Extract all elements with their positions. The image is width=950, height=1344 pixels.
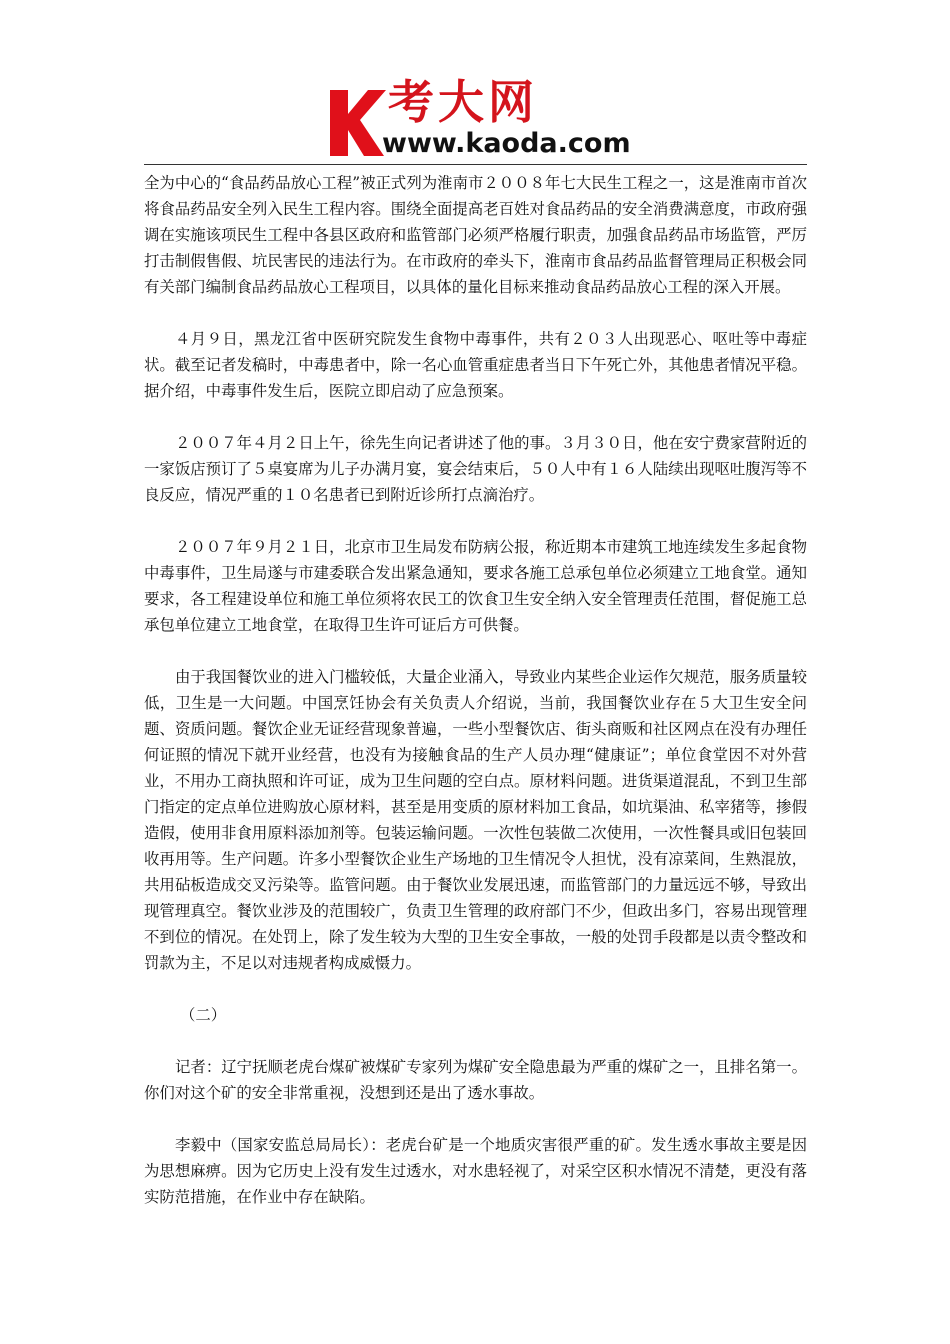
logo-title: 考大网: [388, 75, 538, 129]
article-body: [144, 170, 807, 1236]
kaoda-k-logo-icon: [326, 84, 386, 160]
page-header: [0, 0, 950, 166]
paragraph-li-yizhong-answer: 李毅中（国家安监总局局长）：老虎台矿是一个地质灾害很严重的矿。发生透水事故主要是因为思想麻痹。因为它历史上没有发生过透水，对水患轻视了，对采空区积水情况不清楚，更没有落实防范措施，在作业中存在缺陷。: [144, 1136, 807, 1206]
paragraph-4: ２００７年９月２１日，北京市卫生局发布防病公报，称近期本市建筑工地连续发生多起食物中毒事件，卫生局遂与市建委联合发出紧急通知，要求各施工总承包单位必须建立工地食堂。通知要求，各工程建设单位和施工单位须将农民工的饮食卫生安全纳入安全管理责任范围，督促施工总承包单位建立工地食堂，在取得卫生许可证后方可供餐。: [144, 538, 807, 634]
paragraph-1: 全为中心的“食品药品放心工程”被正式列为淮南市２００８年七大民生工程之一，这是淮南市首次将食品药品安全列入民生工程内容。围绕全面提高老百姓对食品药品的安全消费满意度，市政府强调在实施该项民生工程中各县区政府和监管部门必须严格履行职责，加强食品药品市场监管，严厉打击制假售假、坑民害民的违法行为。在市政府的牵头下，淮南市食品药品监督管理局正积极会同有关部门编制食品药品放心工程项目，以具体的量化目标来推动食品药品放心工程的深入开展。: [144, 174, 807, 296]
section-number: （二）: [180, 1006, 227, 1024]
header-divider: [144, 164, 807, 165]
logo-url: www.kaoda.com: [382, 128, 631, 159]
paragraph-5: 由于我国餐饮业的进入门槛较低，大量企业涌入，导致业内某些企业运作欠规范，服务质量较低，卫生是一大问题。中国烹饪协会有关负责人介绍说，当前，我国餐饮业存在５大卫生安全问题、资质问题。餐饮企业无证经营现象普遍，一些小型餐饮店、街头商贩和社区网点在没有办理任何证照的情况下就开业经营，也没有为接触食品的生产人员办理“健康证”；单位食堂因不对外营业，不用办工商执照和许可证，成为卫生问题的空白点。原材料问题。进货渠道混乱，不到卫生部门指定的定点单位进购放心原材料，甚至是用变质的原材料加工食品，如坑渠油、私宰猪等，掺假造假，使用非食用原料添加剂等。包装运输问题。一次性包装做二次使用，一次性餐具或旧包装回收再用等。生产问题。许多小型餐饮企业生产场地的卫生情况令人担忧，没有凉菜间，生熟混放，共用砧板造成交叉污染等。监管问题。由于餐饮业发展迅速，而监管部门的力量远远不够，导致出现管理真空。餐饮业涉及的范围较广，负责卫生管理的政府部门不少，但政出多门，容易出现管理不到位的情况。在处罚上，除了发生较为大型的卫生安全事故，一般的处罚手段都是以责令整改和罚款为主，不足以对违规者构成威慑力。: [144, 668, 807, 972]
paragraph-3: ２００７年４月２日上午，徐先生向记者讲述了他的事。３月３０日，他在安宁费家营附近的一家饭店预订了５桌宴席为儿子办满月宴，宴会结束后，５０人中有１６人陆续出现呕吐腹泻等不良反应，情况严重的１０名患者已到附近诊所打点滴治疗。: [144, 434, 807, 504]
paragraph-2: ４月９日，黑龙江省中医研究院发生食物中毒事件，共有２０３人出现恶心、呕吐等中毒症状。截至记者发稿时，中毒患者中，除一名心血管重症患者当日下午死亡外，其他患者情况平稳。据介绍，中毒事件发生后，医院立即启动了应急预案。: [144, 330, 807, 400]
paragraph-reporter-question: 记者：辽宁抚顺老虎台煤矿被煤矿专家列为煤矿安全隐患最为严重的煤矿之一，且排名第一。你们对这个矿的安全非常重视，没想到还是出了透水事故。: [144, 1058, 807, 1102]
